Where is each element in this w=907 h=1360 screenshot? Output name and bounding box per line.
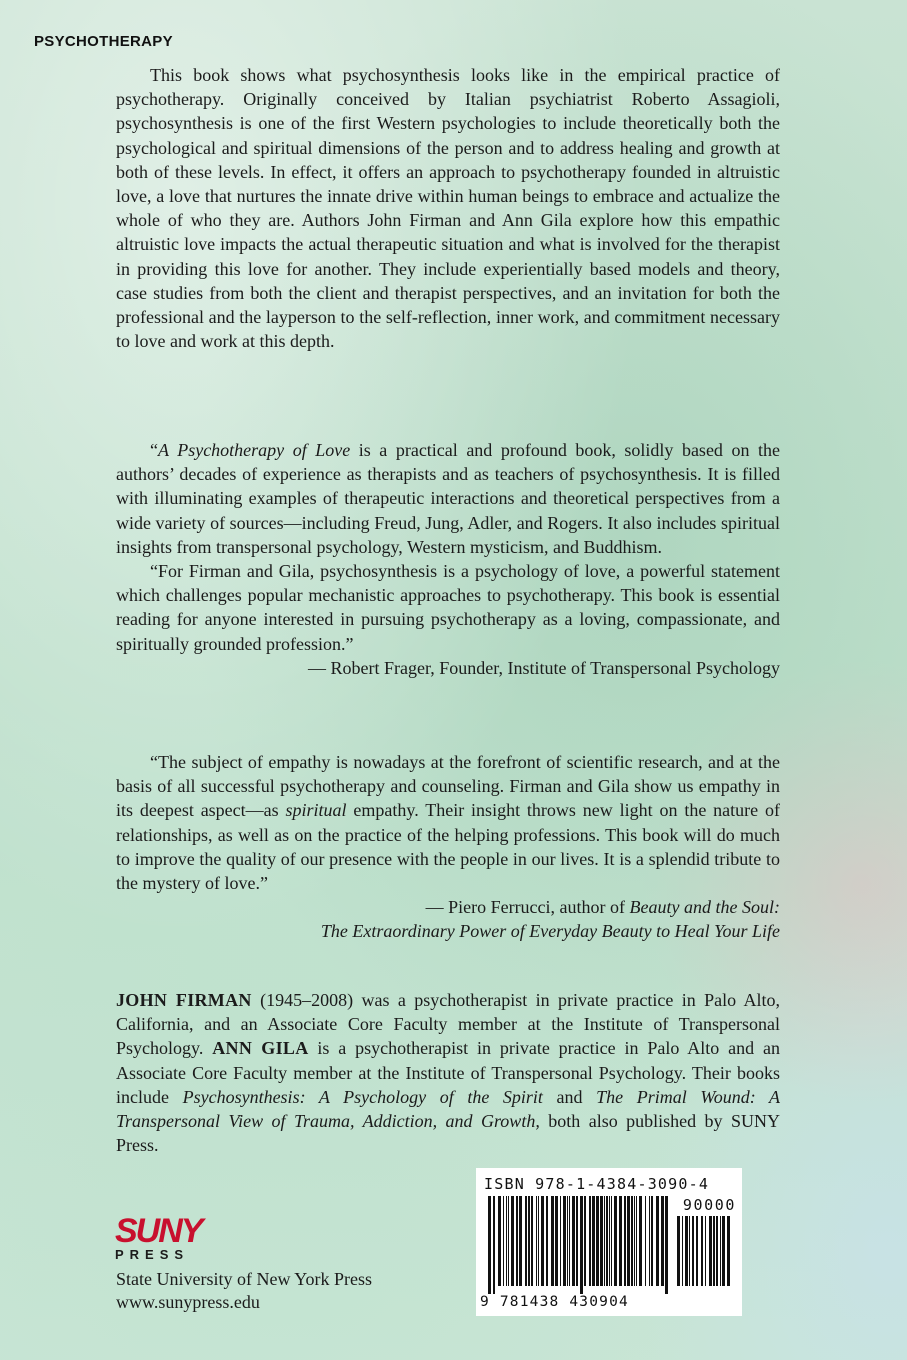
book-title-psychosynthesis: Psychosynthesis: A Psychology of the Spirit <box>182 1086 543 1107</box>
publisher-name: State University of New York Press <box>116 1269 372 1289</box>
barcode-bar <box>713 1216 715 1286</box>
barcode-addon-bars <box>677 1216 733 1294</box>
barcode-bar <box>705 1216 706 1286</box>
review-frager-paragraph-1: “A Psychotherapy of Love is a practical and profound book, solidly based on the authors’ decades of experience as therapists and as teachers of psychosynthesis. It is filled with illuminating examples of therapeutic interactions and theoretical perspectives from a wide variety of sources—including Freud, Jung, Adler, and Rogers. It also includes spiritual insights from transpersonal psychology, Western mysticism, and Buddhism. <box>116 440 780 557</box>
barcode-bar <box>609 1196 610 1286</box>
barcode-bar <box>596 1196 599 1286</box>
barcode-bar <box>645 1196 646 1286</box>
book-title-primal-wound: The Primal Wound: A Transpersonal View of Trauma, Addiction, and Growth, <box>116 1086 780 1132</box>
barcode-bar <box>592 1196 595 1286</box>
logo-press-text: PRESS <box>115 1247 190 1262</box>
price-code: 90000 <box>682 1196 736 1214</box>
ean-number: 9 781438 430904 <box>480 1294 629 1310</box>
publisher-info <box>116 1268 372 1314</box>
barcode-bar <box>661 1196 664 1286</box>
barcode-bar <box>538 1196 539 1286</box>
barcode-bar <box>516 1196 518 1286</box>
barcode-bar <box>511 1196 514 1286</box>
barcode-bar <box>555 1196 558 1286</box>
barcode-bar <box>696 1216 698 1286</box>
review-ferrucci-attribution: — Piero Ferrucci, author of Beauty and the Soul: <box>425 897 780 918</box>
barcode-bar <box>576 1196 578 1286</box>
barcode-bar <box>627 1196 630 1286</box>
barcode-bar <box>689 1216 690 1286</box>
review-ferrucci <box>116 750 780 944</box>
barcode-bar <box>634 1196 635 1286</box>
barcode-bar <box>525 1196 527 1286</box>
barcode-bar <box>600 1196 603 1286</box>
barcode-bar <box>692 1216 694 1286</box>
review-frager <box>116 438 780 680</box>
barcode-bar <box>528 1196 530 1286</box>
barcode-bar <box>639 1196 642 1286</box>
barcode-bar <box>611 1196 612 1286</box>
barcode-bar <box>536 1196 537 1286</box>
author-bio <box>116 988 780 1157</box>
barcode-bar <box>636 1196 637 1286</box>
review-frager-attribution: — Robert Frager, Founder, Institute of Transpersonal Psychology <box>307 657 780 678</box>
barcode-bar <box>531 1196 533 1286</box>
category-label: PSYCHOTHERAPY <box>34 33 173 50</box>
author-bio-paragraph: JOHN FIRMAN (1945–2008) was a psychotherapist in private practice in Palo Alto, California, and an Associate Core Faculty member at the Institute of Transpersonal Psychology. ANN GILA is a psychotherapist in private practice in Palo Alto and an Associate Core Faculty member at the Institute of Transpersonal Psychology. Their books include Psychosynthesis: A Psychology of the Spirit and The Primal Wound: A Transpersonal View of Trauma, Addiction, and Growth, both also published by SUNY Press. <box>116 990 781 1156</box>
barcode-bar <box>589 1196 591 1286</box>
barcode-bar <box>685 1216 688 1286</box>
barcode-bar <box>506 1196 507 1286</box>
barcode-bar <box>508 1196 509 1286</box>
barcode-bar <box>541 1196 544 1286</box>
barcode-bar <box>651 1196 653 1286</box>
barcode-bar <box>614 1196 617 1286</box>
barcode-bar <box>493 1196 495 1294</box>
barcode-bar <box>701 1216 703 1286</box>
review-frager-paragraph-2: “For Firman and Gila, psychosynthesis is a psychology of love, a powerful statement which challenges popular mechanistic approaches to psychotherapy. This book is essential reading for anyone interested in pursuing psychotherapy as a loving, compassionate, and spiritually grounded profession.” <box>116 561 780 654</box>
barcode-bar <box>551 1196 554 1286</box>
barcode-bar <box>631 1196 633 1286</box>
isbn-label: ISBN 978-1-4384-3090-4 <box>484 1175 710 1193</box>
barcode-bar <box>677 1216 680 1286</box>
barcode-bar <box>682 1216 683 1286</box>
barcode-bar <box>606 1196 608 1286</box>
barcode-bar <box>580 1196 583 1294</box>
barcode-bar <box>665 1196 668 1294</box>
publisher-website: www.sunypress.edu <box>116 1292 260 1312</box>
barcode-bar <box>569 1196 570 1286</box>
barcode-bar <box>503 1196 504 1286</box>
barcode-bar <box>567 1196 568 1286</box>
barcode-bar <box>604 1196 605 1286</box>
barcode-bar <box>519 1196 522 1286</box>
barcode-bar <box>624 1196 626 1286</box>
barcode-bar <box>722 1216 725 1286</box>
author-name-gila: ANN GILA <box>212 1038 309 1059</box>
author-name-firman: JOHN FIRMAN <box>116 990 252 1010</box>
description-paragraph: This book shows what psychosynthesis looks like in the empirical practice of psychotherapy. Originally conceived by Italian psychiatrist Roberto Assagioli, psychosynthesis is one of the first Western psychologies to include theoretically both the psychological and spiritual dimensions of the person and to address healing and growth at both of these levels. In effect, it offers an approach to psychotherapy founded in altruistic love, a love that nurtures the innate drive within human beings to embrace and actualize the whole of who they are. Authors John Firman and Ann Gila explore how this empathic altruistic love impacts the actual therapeutic situation and what is involved for the therapist in providing this love for another. They include experientially based models and theory, case studies from both the client and therapist perspectives, and an invitation for both the professional and the layperson to the self-reflection, inner work, and commitment necessary to love and work at this depth. <box>116 65 780 352</box>
logo-suny-text: SUNY <box>115 1212 202 1250</box>
review-ferrucci-paragraph: “The subject of empathy is nowadays at the forefront of scientific research, and at the basis of all successful psychotherapy and counseling. Firman and Gila show us empathy in its deepest aspect—as spiritual empathy. Their insight throws new light on the nature of relationships, as well as on the practice of the helping professions. This book will do much to improve the quality of our presence with the people in our lives. It is a splendid tribute to the mystery of love.” <box>116 752 780 894</box>
barcode-bar <box>619 1196 622 1286</box>
book-description <box>116 63 780 353</box>
barcode-bar <box>563 1196 566 1286</box>
barcode-bar <box>498 1196 501 1286</box>
barcode-bar <box>546 1196 548 1286</box>
barcode-bar <box>716 1216 718 1286</box>
barcode-bar <box>709 1216 712 1286</box>
barcode-bar <box>584 1196 586 1286</box>
suny-press-logo <box>115 1212 225 1262</box>
barcode-main-bars <box>488 1196 670 1294</box>
barcode-bar <box>572 1196 575 1286</box>
barcode-bar <box>720 1216 721 1286</box>
barcode-bar <box>649 1196 650 1286</box>
barcode-bar <box>727 1216 730 1286</box>
isbn-barcode <box>476 1168 742 1316</box>
barcode-bar <box>656 1196 659 1286</box>
review-book-title: A Psychotherapy of Love <box>158 440 351 460</box>
barcode-bar <box>488 1196 491 1294</box>
review-ferrucci-attribution-title: The Extraordinary Power of Everyday Beauty to Heal Your Life <box>320 921 780 942</box>
barcode-bar <box>560 1196 561 1286</box>
